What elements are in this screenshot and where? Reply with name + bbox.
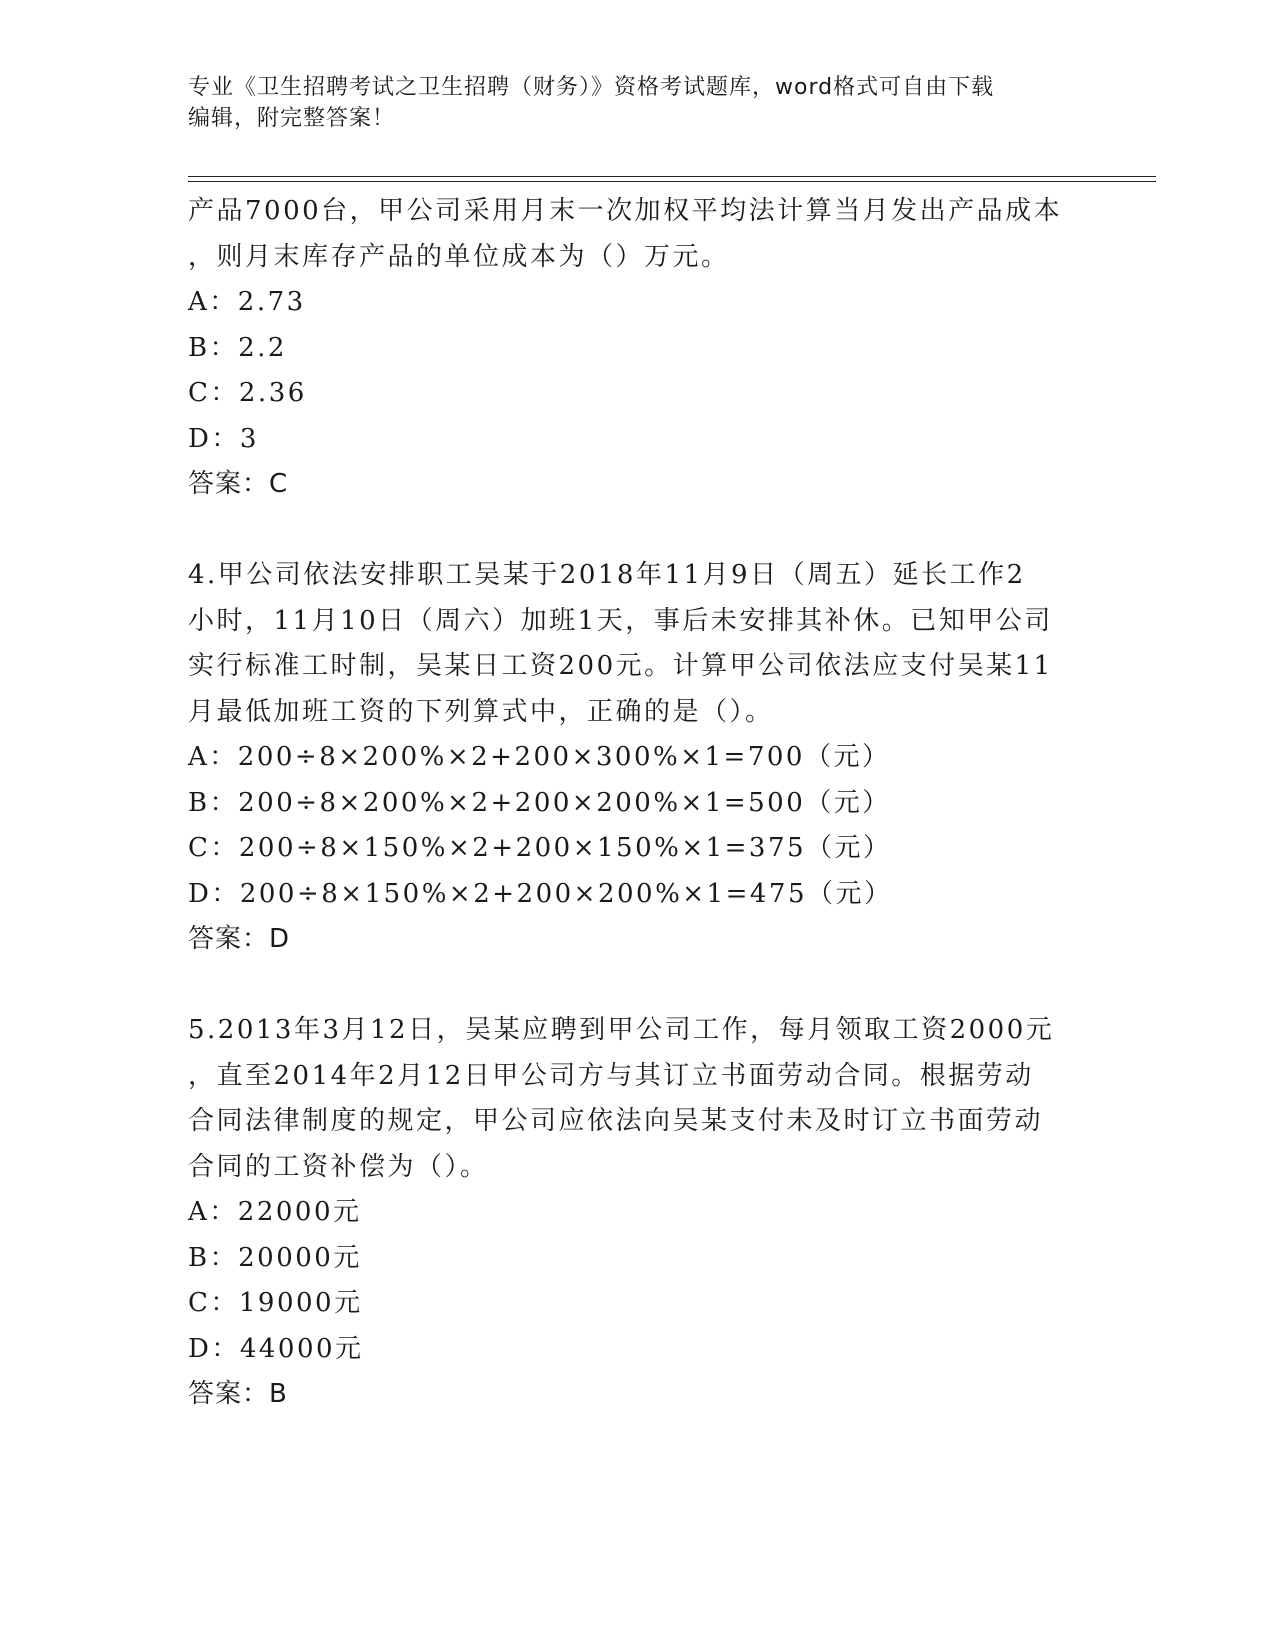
question-text-line: ，直至2014年2月12日甲公司方与其订立书面劳动合同。根据劳动: [188, 1060, 1034, 1091]
option-d: D：200÷8×150%×2+200×200%×1=475（元）: [188, 878, 893, 909]
answer-line: 答案：B: [188, 1379, 288, 1409]
header-divider-top: [188, 176, 1156, 177]
answer-line: 答案：D: [188, 924, 291, 954]
option-c: C：200÷8×150%×2+200×150%×1=375（元）: [188, 833, 892, 863]
question-text-line: 4.甲公司依法安排职工吴某于2018年11月9日（周五）延长工作2: [188, 560, 1026, 590]
option-c: C：2.36: [188, 378, 307, 408]
spacer: [188, 508, 1088, 554]
header-divider-bottom: [188, 181, 1156, 182]
document-header: [188, 72, 1068, 134]
question-text-line: 实行标准工时制，吴某日工资200元。计算甲公司依法应支付吴某11: [188, 651, 1053, 681]
option-d: D：44000元: [188, 1333, 364, 1364]
option-c: C：19000元: [188, 1288, 363, 1318]
option-d: D：3: [188, 423, 259, 454]
option-b: B：20000元: [188, 1242, 362, 1273]
question-5: [188, 1008, 1088, 1418]
question-text-line: 产品7000台，甲公司采用月末一次加权平均法计算当月发出产品成本: [188, 196, 1063, 226]
option-a: A：22000元: [188, 1197, 362, 1227]
spacer: [188, 963, 1088, 1009]
question-text-line: 合同法律制度的规定，甲公司应依法向吴某支付未及时订立书面劳动: [188, 1106, 1044, 1136]
question-list: [188, 189, 1088, 1418]
question-text-line: 小时，11月10日（周六）加班1天，事后未安排其补休。已知甲公司: [188, 605, 1053, 636]
option-b: B：200÷8×200%×2+200×200%×1=500（元）: [188, 787, 891, 818]
question-3: [188, 189, 1088, 508]
answer-line: 答案：C: [188, 469, 289, 499]
question-text-line: 5.2013年3月12日，吴某应聘到甲公司工作，每月领取工资2000元: [188, 1015, 1055, 1045]
option-b: B：2.2: [188, 332, 287, 363]
header-line-1: 专业《卫生招聘考试之卫生招聘（财务）》资格考试题库，word格式可自由下载: [188, 75, 995, 100]
question-text-line: 月最低加班工资的下列算式中，正确的是（）。: [188, 696, 774, 727]
question-text-line: 合同的工资补偿为（）。: [188, 1151, 489, 1182]
option-a: A：200÷8×200%×2+200×300%×1=700（元）: [188, 742, 891, 772]
header-line-2: 编辑，附完整答案！: [188, 106, 396, 131]
question-4: [188, 553, 1088, 963]
question-text-line: ，则月末库存产品的单位成本为（）万元。: [188, 241, 730, 272]
option-a: A：2.73: [188, 287, 306, 317]
